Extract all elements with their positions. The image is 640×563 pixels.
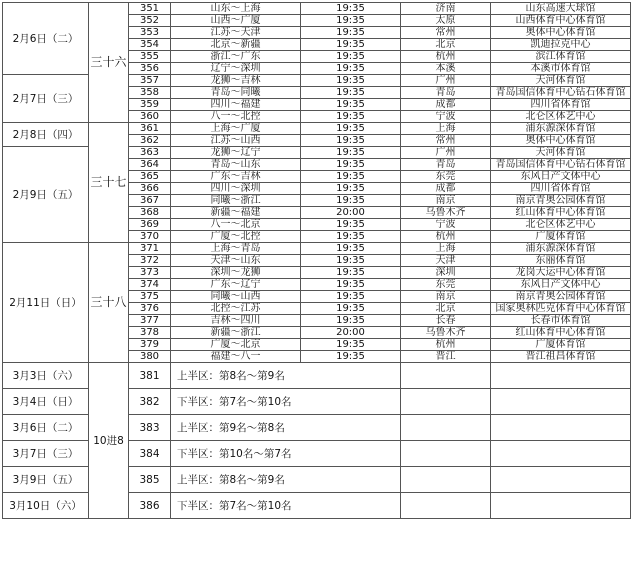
round-cell: 三十八 <box>89 243 129 363</box>
venue: 北仑区体艺中心 <box>491 111 631 123</box>
venue: 东丽体育馆 <box>491 255 631 267</box>
city <box>401 441 491 467</box>
venue: 东风日产文体中心 <box>491 279 631 291</box>
city: 青岛 <box>401 159 491 171</box>
matchup: 下半区：第7名～第10名 <box>171 493 401 519</box>
matchup: 深圳～龙狮 <box>171 267 301 279</box>
venue: 四川省体育馆 <box>491 99 631 111</box>
matchup: 广东～吉林 <box>171 171 301 183</box>
city <box>401 363 491 389</box>
game-time: 19:35 <box>301 159 401 171</box>
matchup: 广厦～北京 <box>171 339 301 351</box>
game-number: 364 <box>129 159 171 171</box>
city: 天津 <box>401 255 491 267</box>
game-time: 19:35 <box>301 183 401 195</box>
city: 东莞 <box>401 279 491 291</box>
matchup: 上半区：第8名～第9名 <box>171 363 401 389</box>
venue: 东风日产文体中心 <box>491 171 631 183</box>
game-number: 383 <box>129 415 171 441</box>
game-number: 359 <box>129 99 171 111</box>
game-time: 19:35 <box>301 267 401 279</box>
venue: 青岛国信体育中心钻石体育馆 <box>491 87 631 99</box>
venue: 龙岗大运中心体育馆 <box>491 267 631 279</box>
city: 南京 <box>401 195 491 207</box>
matchup: 龙狮～吉林 <box>171 75 301 87</box>
date-cell: 2月6日（二） <box>3 3 89 75</box>
venue: 奥体中心体育馆 <box>491 135 631 147</box>
round-cell: 10进8 <box>89 363 129 519</box>
venue <box>491 415 631 441</box>
game-time: 19:35 <box>301 135 401 147</box>
city: 本溪 <box>401 63 491 75</box>
game-number: 353 <box>129 27 171 39</box>
matchup: 江苏～山西 <box>171 135 301 147</box>
game-time: 20:00 <box>301 327 401 339</box>
matchup: 上海～青岛 <box>171 243 301 255</box>
game-time: 19:35 <box>301 111 401 123</box>
date-cell: 3月7日（三） <box>3 441 89 467</box>
game-number: 385 <box>129 467 171 493</box>
table-row <box>3 3 631 15</box>
venue <box>491 441 631 467</box>
city <box>401 467 491 493</box>
game-time: 19:35 <box>301 303 401 315</box>
game-time: 19:35 <box>301 231 401 243</box>
venue: 广厦体育馆 <box>491 339 631 351</box>
game-time: 19:35 <box>301 279 401 291</box>
city: 乌鲁木齐 <box>401 327 491 339</box>
city: 成都 <box>401 99 491 111</box>
date-cell: 2月8日（四） <box>3 123 89 147</box>
city: 杭州 <box>401 51 491 63</box>
venue: 长春市体育馆 <box>491 315 631 327</box>
game-time: 19:35 <box>301 315 401 327</box>
game-number: 379 <box>129 339 171 351</box>
matchup: 天津～山东 <box>171 255 301 267</box>
venue: 天河体育馆 <box>491 147 631 159</box>
game-number: 374 <box>129 279 171 291</box>
matchup: 四川～福建 <box>171 99 301 111</box>
venue: 浦东源深体育馆 <box>491 243 631 255</box>
date-cell: 3月9日（五） <box>3 467 89 493</box>
game-number: 371 <box>129 243 171 255</box>
matchup: 广东～辽宁 <box>171 279 301 291</box>
city: 常州 <box>401 135 491 147</box>
game-number: 366 <box>129 183 171 195</box>
city: 青岛 <box>401 87 491 99</box>
venue: 四川省体育馆 <box>491 183 631 195</box>
game-number: 360 <box>129 111 171 123</box>
matchup: 福建～八一 <box>171 351 301 363</box>
game-number: 369 <box>129 219 171 231</box>
matchup: 八一～北控 <box>171 111 301 123</box>
venue: 青岛国信体育中心钻石体育馆 <box>491 159 631 171</box>
schedule-table <box>2 2 631 519</box>
game-time: 19:35 <box>301 219 401 231</box>
matchup: 八一～北京 <box>171 219 301 231</box>
game-time: 19:35 <box>301 87 401 99</box>
game-time: 19:35 <box>301 339 401 351</box>
matchup: 上海～广厦 <box>171 123 301 135</box>
city: 太原 <box>401 15 491 27</box>
matchup: 四川～深圳 <box>171 183 301 195</box>
matchup: 新疆～浙江 <box>171 327 301 339</box>
game-time: 19:35 <box>301 255 401 267</box>
venue: 奥体中心体育馆 <box>491 27 631 39</box>
matchup: 江苏～天津 <box>171 27 301 39</box>
city: 常州 <box>401 27 491 39</box>
matchup: 辽宁～深圳 <box>171 63 301 75</box>
game-time: 19:35 <box>301 147 401 159</box>
game-time: 19:35 <box>301 39 401 51</box>
matchup: 下半区：第7名～第10名 <box>171 389 401 415</box>
table-row <box>3 243 631 255</box>
matchup: 青岛～山东 <box>171 159 301 171</box>
game-number: 365 <box>129 171 171 183</box>
game-time: 20:00 <box>301 207 401 219</box>
venue: 红山体育中心体育馆 <box>491 327 631 339</box>
matchup: 上半区：第8名～第9名 <box>171 467 401 493</box>
matchup: 龙狮～辽宁 <box>171 147 301 159</box>
game-time: 19:35 <box>301 75 401 87</box>
game-time: 19:35 <box>301 351 401 363</box>
city <box>401 415 491 441</box>
matchup: 北京～新疆 <box>171 39 301 51</box>
matchup: 同曦～山西 <box>171 291 301 303</box>
game-number: 362 <box>129 135 171 147</box>
city: 长春 <box>401 315 491 327</box>
venue: 晋江祖昌体育馆 <box>491 351 631 363</box>
city: 北京 <box>401 39 491 51</box>
venue: 滨江体育馆 <box>491 51 631 63</box>
matchup: 新疆～福建 <box>171 207 301 219</box>
game-time: 19:35 <box>301 195 401 207</box>
game-number: 363 <box>129 147 171 159</box>
game-number: 370 <box>129 231 171 243</box>
city: 广州 <box>401 75 491 87</box>
game-time: 19:35 <box>301 243 401 255</box>
game-number: 382 <box>129 389 171 415</box>
date-cell: 2月11日（日） <box>3 243 89 363</box>
table-row <box>3 363 631 389</box>
city: 宁波 <box>401 219 491 231</box>
venue: 南京青奥公园体育馆 <box>491 291 631 303</box>
city: 上海 <box>401 123 491 135</box>
game-time: 19:35 <box>301 291 401 303</box>
game-number: 377 <box>129 315 171 327</box>
venue <box>491 467 631 493</box>
matchup: 吉林～四川 <box>171 315 301 327</box>
game-number: 356 <box>129 63 171 75</box>
city: 晋江 <box>401 351 491 363</box>
matchup: 上半区：第9名～第8名 <box>171 415 401 441</box>
matchup: 同曦～浙江 <box>171 195 301 207</box>
venue <box>491 389 631 415</box>
matchup: 下半区：第10名～第7名 <box>171 441 401 467</box>
matchup: 山东～上海 <box>171 3 301 15</box>
game-number: 368 <box>129 207 171 219</box>
game-number: 386 <box>129 493 171 519</box>
game-time: 19:35 <box>301 99 401 111</box>
city: 成都 <box>401 183 491 195</box>
venue: 南京青奥公园体育馆 <box>491 195 631 207</box>
city <box>401 493 491 519</box>
game-time: 19:35 <box>301 51 401 63</box>
game-number: 384 <box>129 441 171 467</box>
game-number: 375 <box>129 291 171 303</box>
game-number: 380 <box>129 351 171 363</box>
matchup: 浙江～广东 <box>171 51 301 63</box>
game-number: 351 <box>129 3 171 15</box>
city: 宁波 <box>401 111 491 123</box>
city: 乌鲁木齐 <box>401 207 491 219</box>
city: 杭州 <box>401 339 491 351</box>
matchup: 广厦～北控 <box>171 231 301 243</box>
venue: 国家奥林匹克体育中心体育馆 <box>491 303 631 315</box>
game-time: 19:35 <box>301 123 401 135</box>
venue: 浦东源深体育馆 <box>491 123 631 135</box>
game-time: 19:35 <box>301 63 401 75</box>
game-number: 378 <box>129 327 171 339</box>
game-time: 19:35 <box>301 15 401 27</box>
game-time: 19:35 <box>301 3 401 15</box>
game-number: 361 <box>129 123 171 135</box>
game-time: 19:35 <box>301 171 401 183</box>
city: 东莞 <box>401 171 491 183</box>
venue: 广厦体育馆 <box>491 231 631 243</box>
game-number: 357 <box>129 75 171 87</box>
venue <box>491 493 631 519</box>
game-number: 354 <box>129 39 171 51</box>
table-row <box>3 123 631 135</box>
city: 广州 <box>401 147 491 159</box>
date-cell: 3月10日（六） <box>3 493 89 519</box>
game-number: 358 <box>129 87 171 99</box>
date-cell: 2月7日（三） <box>3 75 89 123</box>
venue: 北仑区体艺中心 <box>491 219 631 231</box>
game-number: 372 <box>129 255 171 267</box>
city: 济南 <box>401 3 491 15</box>
game-number: 373 <box>129 267 171 279</box>
venue: 本溪市体育馆 <box>491 63 631 75</box>
venue: 红山体育中心体育馆 <box>491 207 631 219</box>
venue <box>491 363 631 389</box>
round-cell: 三十六 <box>89 3 129 123</box>
game-number: 352 <box>129 15 171 27</box>
city: 杭州 <box>401 231 491 243</box>
schedule-body <box>3 3 631 519</box>
matchup: 山西～广厦 <box>171 15 301 27</box>
venue: 天河体育馆 <box>491 75 631 87</box>
city: 北京 <box>401 303 491 315</box>
matchup: 北控～江苏 <box>171 303 301 315</box>
city: 南京 <box>401 291 491 303</box>
city: 上海 <box>401 243 491 255</box>
game-number: 367 <box>129 195 171 207</box>
game-number: 355 <box>129 51 171 63</box>
city: 深圳 <box>401 267 491 279</box>
matchup: 青岛～同曦 <box>171 87 301 99</box>
date-cell: 3月6日（二） <box>3 415 89 441</box>
date-cell: 3月3日（六） <box>3 363 89 389</box>
venue: 山东高速大球馆 <box>491 3 631 15</box>
city <box>401 389 491 415</box>
venue: 凯迪拉克中心 <box>491 39 631 51</box>
venue: 山西体育中心体育馆 <box>491 15 631 27</box>
game-time: 19:35 <box>301 27 401 39</box>
round-cell: 三十七 <box>89 123 129 243</box>
game-number: 376 <box>129 303 171 315</box>
date-cell: 3月4日（日） <box>3 389 89 415</box>
date-cell: 2月9日（五） <box>3 147 89 243</box>
game-number: 381 <box>129 363 171 389</box>
